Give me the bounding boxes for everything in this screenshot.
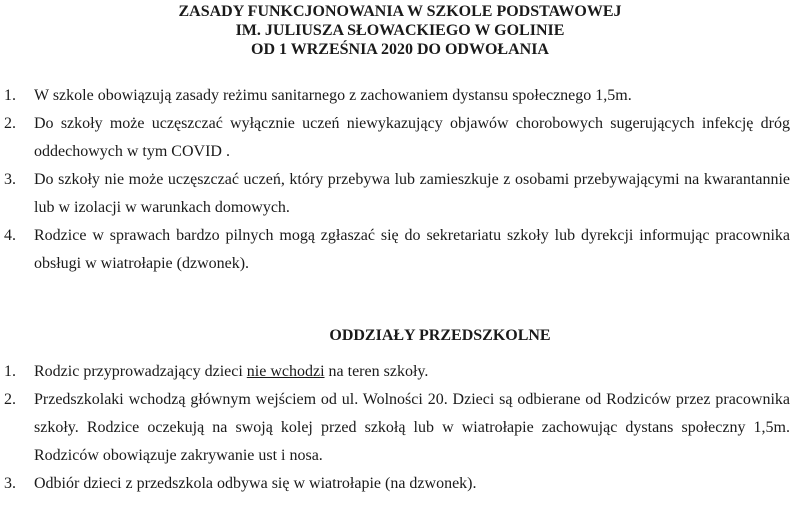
item-number: 2. — [4, 391, 16, 408]
item-text: Do szkoły nie może uczęszczać uczeń, który przebywa lub zamieszkuje z osobami przebywającymi na kwarantannie lub w izolacji w warunkach domowych. — [34, 171, 790, 216]
item-text-underlined: nie wchodzi — [246, 363, 325, 380]
item-number: 3. — [4, 171, 16, 188]
list-item — [0, 386, 790, 470]
item-text: Rodzice w sprawach bardzo pilnych mogą zgłaszać się do sekretariatu szkoły lub dyrekcji informując pracownika obsługi w wiatrołapie (dzwonek). — [34, 227, 790, 272]
list-item — [0, 82, 790, 110]
header-line-1: ZASADY FUNKCJONOWANIA W SZKOLE PODSTAWOWEJ — [178, 3, 622, 20]
list-item — [0, 110, 790, 166]
header-line-2: IM. JULIUSZA SŁOWACKIEGO W GOLINIE — [235, 22, 565, 39]
item-text: Przedszkolaki wchodzą głównym wejściem od ul. Wolności 20. Dzieci są odbierane od Rodziców przez pracownika szkoły. Rodzice oczekują na swoją kolej przed szkołą lub w wiatrołapie zachowując dystans społeczny 1,5m. Rodziców obowiązuje zakrywanie ust i nosa. — [34, 391, 790, 464]
item-text: Do szkoły może uczęszczać wyłącznie uczeń niewykazujący objawów chorobowych sugerujących infekcję dróg oddechowych w tym COVID . — [34, 115, 790, 160]
section-title-preschool: ODDZIAŁY PRZEDSZKOLNE — [329, 327, 551, 344]
item-number: 1. — [4, 87, 16, 104]
item-number: 1. — [4, 363, 16, 380]
item-text: Odbiór dzieci z przedszkola odbywa się w wiatrołapie (na dzwonek). — [34, 475, 477, 492]
list-item — [0, 358, 790, 386]
item-number: 4. — [4, 227, 16, 244]
document-header — [0, 2, 800, 59]
header-line-3: OD 1 WRZEŚNIA 2020 DO ODWOŁANIA — [251, 41, 549, 58]
school-rules-list — [0, 82, 790, 278]
list-item — [0, 222, 790, 278]
preschool-rules-list — [0, 358, 790, 498]
item-text: W szkole obowiązują zasady reżimu sanitarnego z zachowaniem dystansu społecznego 1,5m. — [34, 87, 632, 104]
item-number: 2. — [4, 115, 16, 132]
item-text-before: Rodzic przyprowadzający dzieci — [34, 363, 247, 380]
item-text-after: na teren szkoły. — [324, 363, 429, 380]
item-number: 3. — [4, 475, 16, 492]
list-item — [0, 166, 790, 222]
list-item — [0, 470, 790, 498]
